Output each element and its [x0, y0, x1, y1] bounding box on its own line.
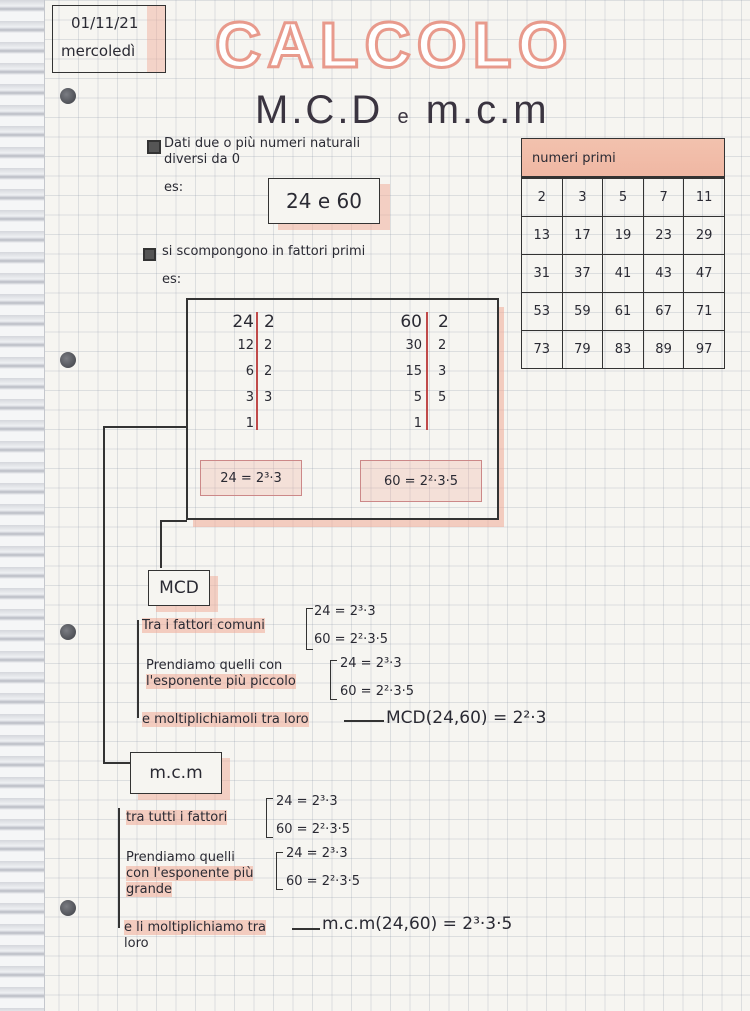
- arrow-line: [292, 928, 320, 930]
- left-result-box: [200, 460, 302, 496]
- primes-table-title: numeri primi: [521, 138, 725, 178]
- mcm-label: m.c.m: [149, 763, 203, 783]
- prime-cell: 29: [684, 217, 725, 255]
- prime-cell: 79: [562, 331, 603, 369]
- factor-number: 30: [405, 338, 422, 353]
- factor-number: 1: [245, 416, 254, 431]
- punch-hole: [60, 624, 76, 640]
- mcm-step-2-line-2: con l'esponente più: [126, 866, 254, 881]
- prime-cell: 89: [643, 331, 684, 369]
- mcm-step-1a: 24 = 2³·3: [276, 794, 338, 809]
- divider-line: [426, 312, 428, 430]
- primes-grid: [521, 178, 725, 369]
- mcd-step-1b: 60 = 2²·3·5: [314, 632, 388, 647]
- factor-number: 24: [232, 312, 254, 332]
- connector-line: [160, 520, 162, 568]
- bracket-line: [137, 620, 139, 718]
- brace: [276, 852, 283, 890]
- arrow-line: [344, 720, 384, 722]
- prime-factor: 2: [264, 312, 275, 332]
- mcd-step-2b: 60 = 2²·3·5: [340, 684, 414, 699]
- prime-cell: 71: [684, 293, 725, 331]
- primes-row: [522, 217, 725, 255]
- mcm-step-2b: 60 = 2²·3·5: [286, 874, 360, 889]
- prime-cell: 3: [562, 179, 603, 217]
- bracket-line: [118, 808, 120, 928]
- prime-cell: 43: [643, 255, 684, 293]
- factor-number: 5: [413, 390, 422, 405]
- prime-cell: 11: [684, 179, 725, 217]
- example-box: [268, 178, 380, 224]
- factor-number: 3: [245, 390, 254, 405]
- prime-factor: 3: [264, 390, 273, 405]
- mcm-step-2-line-1: Prendiamo quelli: [126, 850, 235, 865]
- mcd-step-1a: 24 = 2³·3: [314, 604, 376, 619]
- left-result: 24 = 2³·3: [220, 470, 282, 486]
- spiral-binding: [0, 0, 45, 1011]
- prime-cell: 17: [562, 217, 603, 255]
- example-label-2: es:: [162, 272, 182, 287]
- punch-hole: [60, 352, 76, 368]
- prime-cell: 83: [603, 331, 644, 369]
- subtitle-mcm: m.c.m: [425, 88, 550, 132]
- prime-cell: 13: [522, 217, 563, 255]
- mcm-step-2-line-3: grande: [126, 882, 173, 897]
- right-result-box: [360, 460, 482, 502]
- bullet-icon: [143, 248, 156, 261]
- mcd-step-2a: 24 = 2³·3: [340, 656, 402, 671]
- mcd-step-1: Tra i fattori comuni: [142, 618, 265, 633]
- prime-cell: 67: [643, 293, 684, 331]
- prime-cell: 61: [603, 293, 644, 331]
- brace: [266, 798, 273, 838]
- brace: [330, 660, 337, 700]
- intro-line-1: Dati due o più numeri naturali: [164, 136, 361, 151]
- mcd-result: MCD(24,60) = 2²·3: [386, 708, 547, 728]
- factor-number: 1: [413, 416, 422, 431]
- factor-number: 12: [237, 338, 254, 353]
- prime-factor: 2: [438, 312, 449, 332]
- prime-factor: 2: [264, 364, 273, 379]
- divider-line: [256, 312, 258, 430]
- mcm-step-3-line-2: loro: [124, 936, 149, 951]
- prime-cell: 37: [562, 255, 603, 293]
- prime-cell: 53: [522, 293, 563, 331]
- factor-number: 15: [405, 364, 422, 379]
- intro-bullet-2: si scompongono in fattori primi: [162, 244, 366, 259]
- prime-cell: 2: [522, 179, 563, 217]
- mcm-label-box: [130, 752, 222, 794]
- factor-number: 6: [245, 364, 254, 379]
- connector-line: [103, 426, 187, 428]
- date-text: 01/11/21: [71, 14, 139, 32]
- prime-cell: 41: [603, 255, 644, 293]
- primes-row: [522, 255, 725, 293]
- punch-hole: [60, 900, 76, 916]
- prime-factor: 3: [438, 364, 447, 379]
- prime-cell: 31: [522, 255, 563, 293]
- connector-line: [103, 426, 105, 763]
- prime-factor: 2: [264, 338, 273, 353]
- mcm-result: m.c.m(24,60) = 2³·3·5: [322, 914, 513, 934]
- punch-hole: [60, 88, 76, 104]
- example-value: 24 e 60: [286, 189, 362, 213]
- example-label: es:: [164, 180, 184, 195]
- primes-row: [522, 331, 725, 369]
- prime-cell: 97: [684, 331, 725, 369]
- primes-row: [522, 179, 725, 217]
- prime-cell: 5: [603, 179, 644, 217]
- mcd-step-2-line-2: l'esponente più piccolo: [146, 674, 296, 689]
- primes-table: [521, 138, 725, 369]
- prime-factor: 2: [438, 338, 447, 353]
- subtitle-conj: e: [397, 106, 412, 128]
- prime-cell: 73: [522, 331, 563, 369]
- page-title: CALCOLO: [215, 9, 574, 81]
- primes-row: [522, 293, 725, 331]
- factorization-box: [186, 298, 499, 520]
- mcm-step-1: tra tutti i fattori: [126, 810, 228, 825]
- prime-cell: 59: [562, 293, 603, 331]
- prime-cell: 47: [684, 255, 725, 293]
- prime-cell: 7: [643, 179, 684, 217]
- day-text: mercoledì: [61, 42, 136, 60]
- brace: [306, 608, 313, 650]
- mcd-step-3: e moltiplichiamoli tra loro: [142, 712, 309, 727]
- connector-line: [160, 520, 187, 522]
- mcd-label-box: [148, 570, 210, 606]
- mcm-step-2a: 24 = 2³·3: [286, 846, 348, 861]
- subtitle-mcd: M.C.D: [255, 88, 384, 132]
- prime-factor: 5: [438, 390, 447, 405]
- factor-number: 60: [400, 312, 422, 332]
- mcm-step-1b: 60 = 2²·3·5: [276, 822, 350, 837]
- intro-line-2: diversi da 0: [164, 152, 241, 167]
- mcd-step-2-line-1: Prendiamo quelli con: [146, 658, 283, 673]
- mcd-label: MCD: [159, 578, 199, 598]
- date-box: [52, 5, 166, 73]
- bullet-icon: [147, 140, 161, 154]
- mcm-step-3-line-1: e li moltiplichiamo tra: [124, 920, 267, 935]
- page-subtitle: [255, 88, 550, 133]
- prime-cell: 23: [643, 217, 684, 255]
- prime-cell: 19: [603, 217, 644, 255]
- right-result: 60 = 2²·3·5: [384, 473, 458, 489]
- connector-line: [103, 762, 131, 764]
